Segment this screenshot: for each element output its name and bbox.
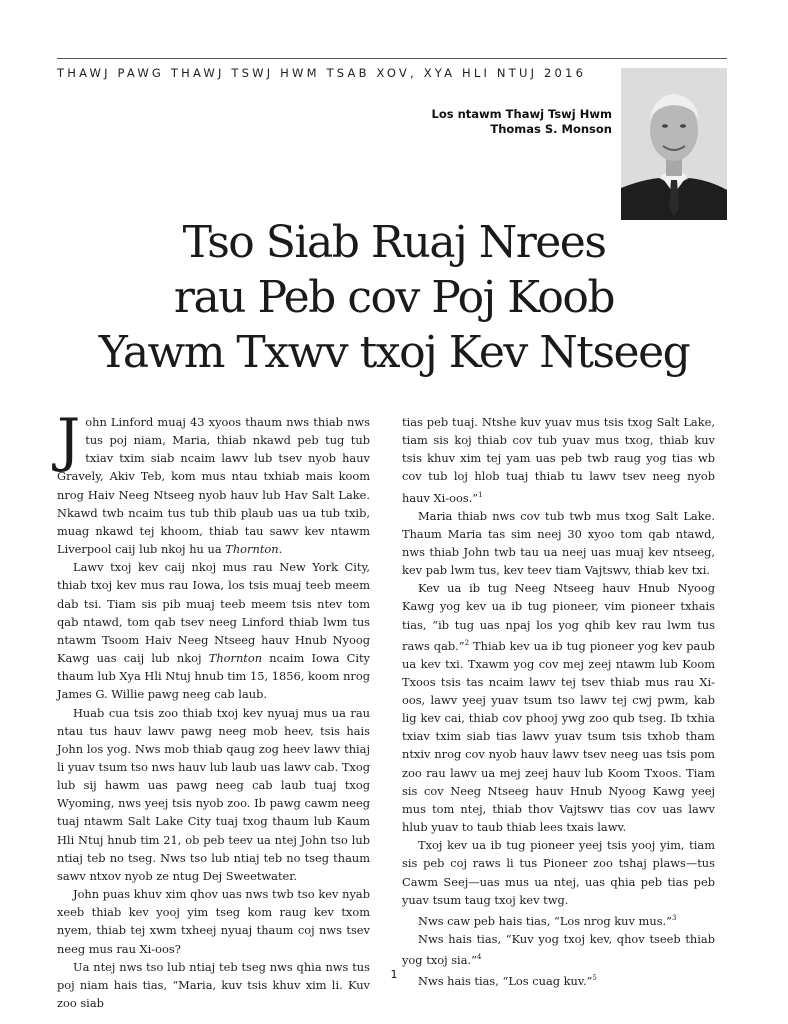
paragraph-text: . — [278, 542, 283, 557]
drop-cap: J — [57, 406, 81, 474]
paragraph-text: ncaim Iowa City thaum lub Xya Hli Ntuj hnub tim 15, 1856, koom nrog James G. Willie pawg neeg cab laub. — [57, 651, 370, 702]
paragraph: Txoj kev ua ib tug pioneer yeej tsis yooj yim, tiam sis peb coj raws li tus Pioneer zoo tshaj plaws—tus Cawm Seej—uas mus ua ntej, uas qhia peb tias peb yuav tsum taug txoj kev twg. — [402, 838, 715, 907]
paragraph-text: tias peb tuaj. Ntshe kuv yuav mus tsis txog Salt Lake, tiam sis koj thiab cov tub yuav mus txog, thiab kuv tsis khuv xim tej yam uas peb twb raug yog tias wb cov tub loj hlob tuaj thiab tu lawv tsev neeg nyob hauv Xi-oos.” — [402, 415, 715, 505]
ship-name: Thornton — [225, 542, 279, 557]
page-number: 1 — [390, 968, 398, 981]
title-line-3: Yawm Txwv txoj Kev Ntseeg — [98, 327, 690, 378]
paragraph: Maria thiab nws cov tub twb mus txog Salt Lake. Thaum Maria tas sim neej 30 xyoo tom qab ntawd, nws thiab John twb tau ua neej uas muaj kev ntseeg, kev pab lwm tus, kev teev tiam Vajtswv, thiab kev txi. — [402, 508, 715, 578]
masthead: THAWJ PAWG THAWJ TSWJ HWM TSAB XOV, XYA HLI NTUJ 2016 — [57, 66, 587, 80]
paragraph: John puas khuv xim qhov uas nws twb tso kev nyab xeeb thiab kev yooj yim tseg kom raug kev txom nyem, thiab tej xwm txheej nyuaj thaum coj nws tsev neeg mus rau Xi-oos? — [57, 887, 370, 956]
author-line-2: Thomas S. Monson — [490, 122, 612, 136]
title-line-2: rau Peb cov Poj Koob — [173, 272, 615, 323]
paragraph-text: Lawv txoj kev caij nkoj mus rau New York City, thiab txoj kev mus rau Iowa, los tsis muaj teeb meem dab tsi. Tiam sis pib muaj teeb meem tsis ntev tom qab ntawd, tom qab tsev neeg Linford thiab lwm tus ntawm Tsoom Haiv Neeg Ntseeg hauv Hnub Nyoog Kawg uas caij lub nkoj — [57, 560, 370, 666]
footnote-ref: 1 — [478, 490, 483, 499]
paragraph — [402, 930, 715, 969]
paragraph — [402, 413, 715, 507]
author-line-1: Los ntawm Thawj Tswj Hwm — [431, 107, 612, 121]
ship-name: Thornton — [208, 651, 263, 666]
paragraph — [57, 558, 370, 703]
body-column-1 — [57, 406, 370, 1012]
paragraph-text: Nws hais tias, “Kuv yog txoj kev, qhov tseeb thiab yog txoj sia.” — [402, 931, 715, 967]
paragraph-text: Nws caw peb hais tias, “Los nrog kuv mus.” — [418, 913, 672, 928]
paragraph-text: Thiab kev ua ib tug pioneer yog kev paub ua kev txi. Txawm yog cov mej zeej ntawm lub Koom Txoos tsis tas ncaim lawv tej tsev thiab mus rau Xi-oos, lawv yeej yuav tsum tso lawv tej cwj pwm, kab lig kev cai, thiab cov phooj ywg zoo qub tseg. Ib txhia txiav txim siab tias lawv yuav tsum tsis txhob tham ntxiv nrog cov nyob hauv lawv tsev neeg uas tsis pom zoo rau lawv ua mej zeej hauv lub Koom Txoos. Tiam sis cov Neeg Ntseeg hauv Hnub Nyoog Kawg yeej mus tom ntej, thiab thov Vajtswv tias cov uas lawv hlub yuav to taub thiab lees txais lawv. — [402, 638, 715, 835]
paragraph-text: Kev ua ib tug Neeg Ntseeg hauv Hnub Nyoog Kawg yog kev ua ib tug pioneer, vim pioneer txhais tias, “ib tug uas npaj los yog qhib kev rau lwm tus raws qab.” — [402, 581, 715, 653]
body-column-2 — [402, 413, 715, 990]
paragraph: Huab cua tsis zoo thiab txoj kev nyuaj mus ua rau ntau tus hauv lawv pawg neeg mob heev, tsis hais John los yog. Nws mob thiab qaug zog heev lawv thiaj li yuav tsum tso nws hauv lub laub uas lawv cab. Txog lub sij hawm uas pawg neeg cab laub tuaj txog Wyoming, nws yeej tsis nyob zoo. Ib pawg cawm neeg tuaj ntawm Salt Lake City tuaj txog thaum lub Kaum Hli Ntuj hnub tim 21, ob peb teev ua ntej John tso lub ntiaj teb no tseg. Nws tso lub ntiaj teb no tseg thaum sawv ntxov nyob ze ntug Dej Sweetwater. — [57, 705, 370, 883]
paragraph — [402, 579, 715, 836]
footnote-ref: 4 — [476, 952, 482, 961]
paragraph — [57, 406, 370, 558]
article-title — [30, 215, 758, 380]
footnote-ref: 3 — [672, 913, 677, 922]
author-portrait — [621, 68, 727, 220]
paragraph — [402, 909, 715, 930]
header-rule — [57, 58, 727, 59]
paragraph: Ua ntej nws tso lub ntiaj teb tseg nws qhia nws tus poj niam hais tias, “Maria, kuv tsis khuv xim li. Kuv zoo siab — [57, 959, 370, 1010]
footnote-ref: 5 — [592, 973, 597, 982]
paragraph-text: ohn Linford muaj 43 xyoos thaum nws thiab nws tus poj niam, Maria, thiab nkawd peb tug tub txiav txim siab ncaim lawv lub tsev nyob hauv Gravely, Akiv Teb, kom mus ntau txhiab mais koom nrog Haiv Neeg Ntseeg nyob hauv lub Hav Salt Lake. Nkawd twb ncaim tus tub thib plaub uas ua tub txib, muag nkawd tej khoom, thiab tau sawv kev ntawm Liverpool caij lub nkoj hu ua — [57, 415, 370, 557]
author-byline — [432, 107, 612, 137]
footnote-ref: 2 — [464, 638, 470, 647]
title-line-1: Tso Siab Ruaj Nrees — [182, 217, 606, 268]
paragraph-text: Nws hais tias, “Los cuag kuv.” — [418, 973, 593, 988]
